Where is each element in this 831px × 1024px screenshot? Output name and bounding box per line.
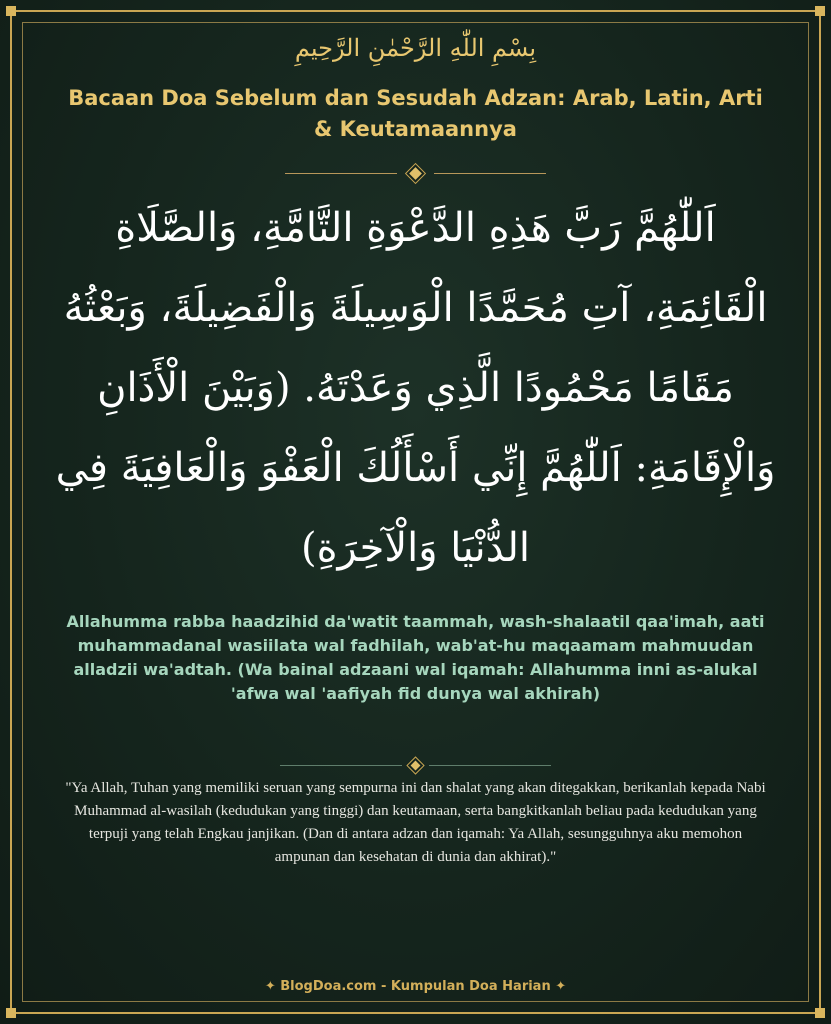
corner-ornament-top-left: [6, 6, 16, 16]
latin-transliteration: Allahumma rabba haadzihid da'watit taammah, wash-shalaatil qaa'imah, aati muhammadanal wasiilata wal fadhilah, wab'at-hu maqaamam mahmuudan alladzii wa'adtah. (Wa bainal adzaani wal iqamah: Allahumma inni as-alukal 'afwa wal 'aafiyah fid dunya wal akhirah): [66, 612, 765, 703]
divider-line-left: [285, 173, 397, 174]
footer-credit: ✦ BlogDoa.com - Kumpulan Doa Harian ✦: [264, 979, 567, 994]
bismillah-text: بِسْمِ اللّٰهِ الرَّحْمٰنِ الرَّحِيمِ: [294, 34, 537, 62]
page-title: Bacaan Doa Sebelum dan Sesudah Adzan: Arab, Latin, Arti & Keutamaannya: [68, 86, 763, 141]
translation-text: "Ya Allah, Tuhan yang memiliki seruan yang sempurna ini dan shalat yang akan ditegakkan, berikanlah kepada Nabi Muhammad al-wasilah (kedudukan yang tinggi) dan keutamaan, serta bangkitkanlah beliau pada kedudukan yang terpuji yang telah Engkau janjikan. (Dan di antara adzan dan iqamah: Ya Allah, sesungguhnya aku memohon ampunan dan kesehatan di dunia dan akhirat).": [65, 780, 766, 865]
divider-line-right: [434, 173, 546, 174]
star-ornament-icon: [409, 167, 422, 180]
divider-line-right: [429, 765, 551, 766]
ornament-divider-middle: [0, 755, 831, 775]
corner-ornament-bottom-left: [6, 1008, 16, 1018]
corner-ornament-bottom-right: [815, 1008, 825, 1018]
arabic-doa-text: اَللّٰهُمَّ رَبَّ هَذِهِ الدَّعْوَةِ التَّامَّةِ، وَالصَّلَاةِ الْقَائِمَةِ، آتِ مُحَمَّدًا الْوَسِيلَةَ وَالْفَضِيلَةَ، وَبَعْثُهُ مَقَامًا مَحْمُودًا الَّذِي وَعَدْتَهُ. (وَبَيْنَ الْأَذَانِ وَالْإِقَامَةِ: اَللّٰهُمَّ إِنِّي أَسْأَلُكَ الْعَفْوَ وَالْعَافِيَةَ فِي الدُّنْيَا وَالْآخِرَةِ): [55, 205, 776, 571]
corner-ornament-top-right: [815, 6, 825, 16]
divider-line-left: [280, 765, 402, 766]
star-ornament-icon: [411, 760, 421, 770]
ornament-divider-top: [0, 163, 831, 183]
